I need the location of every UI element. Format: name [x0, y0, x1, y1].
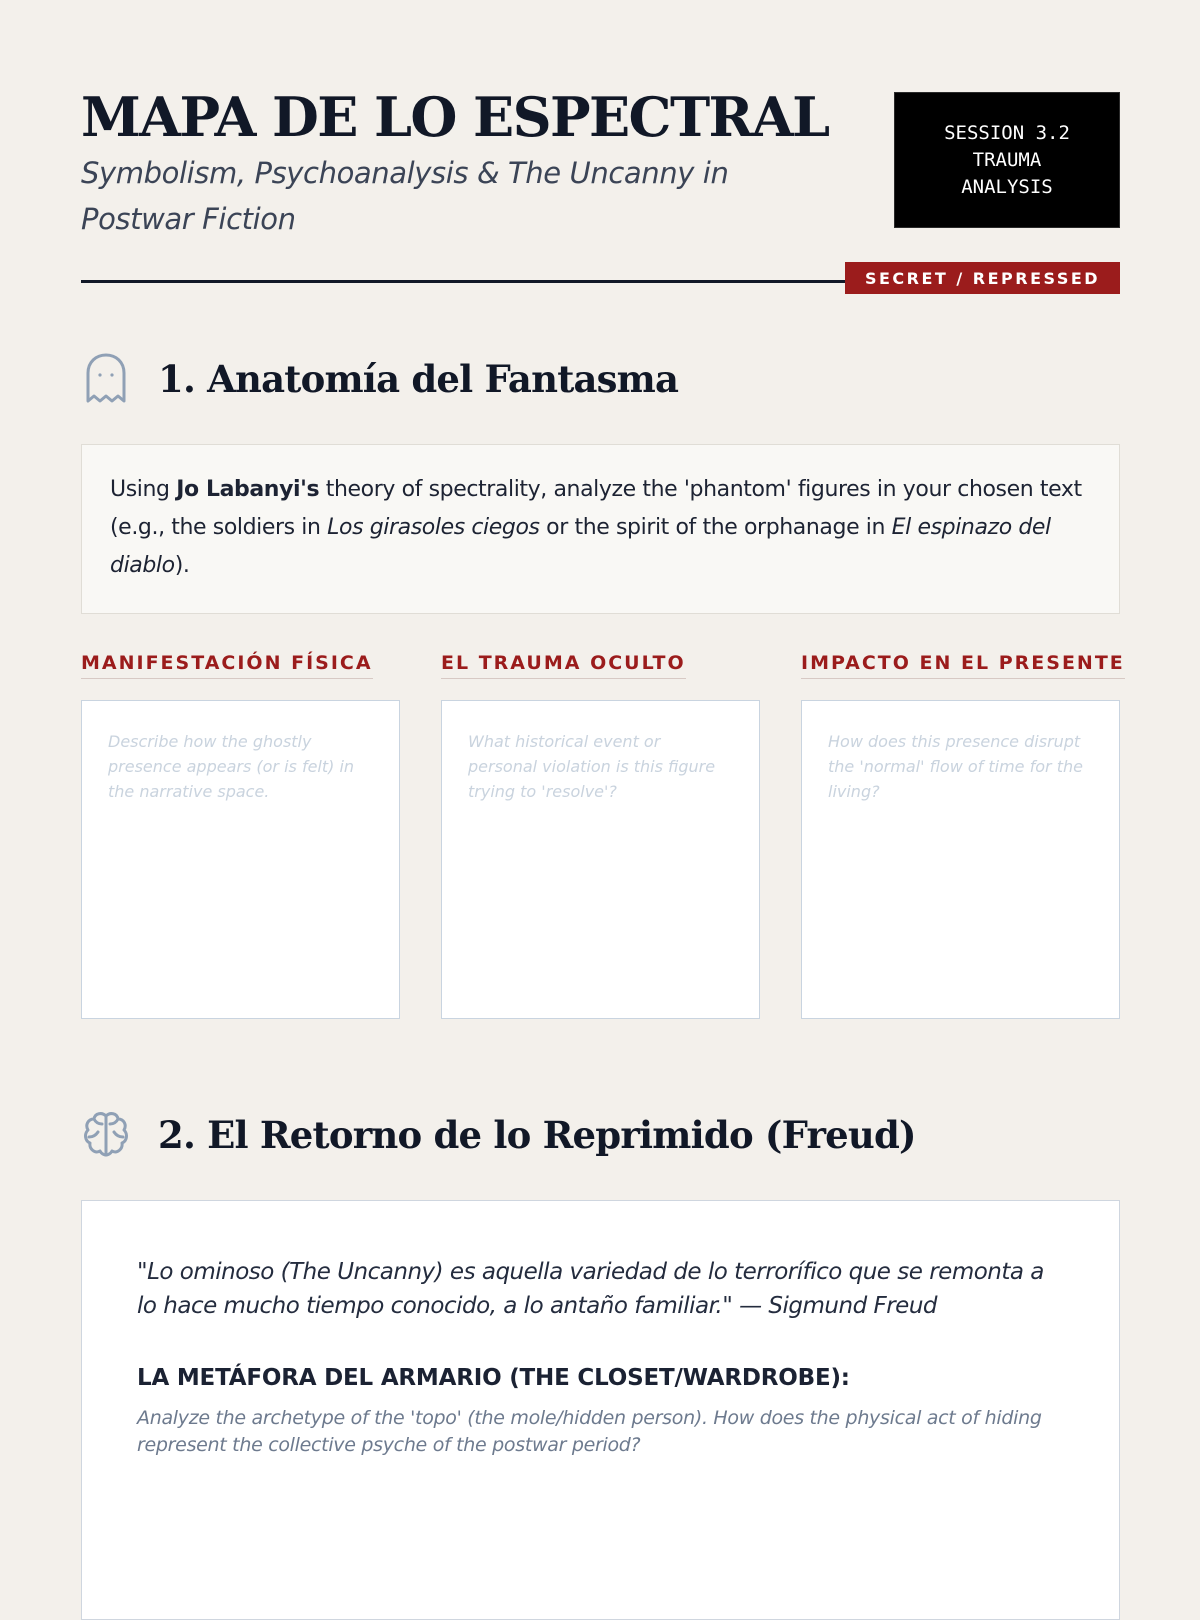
session-line: SESSION 3.2 — [944, 121, 1070, 144]
prompt-text: Using — [110, 477, 177, 502]
column-trauma — [441, 652, 760, 1019]
classification-stamp: SECRET / REPRESSED — [845, 262, 1120, 294]
metaphor-heading: LA METÁFORA DEL ARMARIO (THE CLOSET/WARDROBE): — [137, 1365, 850, 1391]
header-divider — [81, 280, 861, 283]
column-manifestacion — [81, 652, 400, 1019]
column-impacto — [801, 652, 1125, 1019]
section-1-header — [81, 352, 678, 406]
prompt-text: ). — [174, 553, 190, 578]
session-line: ANALYSIS — [961, 175, 1053, 198]
section-2-header — [81, 1108, 916, 1162]
page-title: MAPA DE LO ESPECTRAL — [81, 85, 829, 149]
page-subtitle: Symbolism, Psychoanalysis & The Uncanny in Postwar Fiction — [81, 156, 729, 236]
spectrality-prompt — [81, 444, 1120, 614]
column-label: EL TRAUMA OCULTO — [441, 652, 686, 679]
analysis-columns — [81, 652, 1125, 1019]
ghost-icon — [81, 352, 131, 406]
answer-field[interactable]: How does this presence disrupt the 'normal' flow of time for the living? — [801, 700, 1120, 1019]
prompt-work-title: El espinazo del diablo — [110, 515, 1051, 578]
freud-card — [81, 1200, 1120, 1620]
prompt-work-title: Los girasoles ciegos — [327, 515, 540, 540]
worksheet-page — [81, 0, 1125, 1456]
session-badge — [894, 92, 1120, 228]
answer-field[interactable]: Describe how the ghostly presence appears (or is felt) in the narrative space. — [81, 700, 400, 1019]
prompt-text: theory of spectrality, analyze the 'phantom' figures in your chosen text (e.g., the soldiers in — [110, 477, 1082, 540]
session-line: TRAUMA — [972, 148, 1042, 171]
freud-quote: "Lo ominoso (The Uncanny) es aquella variedad de lo terrorífico que se remonta a lo hace mucho tiempo conocido, a lo antaño familiar." — Sigmund Freud — [137, 1259, 1044, 1319]
section-2-title: 2. El Retorno de lo Reprimido (Freud) — [158, 1113, 916, 1157]
column-label: IMPACTO EN EL PRESENTE — [801, 652, 1125, 679]
column-label: MANIFESTACIÓN FÍSICA — [81, 652, 373, 679]
prompt-author: Jo Labanyi's — [176, 477, 320, 502]
brain-icon — [81, 1108, 131, 1162]
prompt-text: or the spirit of the orphanage in — [539, 515, 892, 540]
metaphor-prompt[interactable]: Analyze the archetype of the 'topo' (the mole/hidden person). How does the physical act of hiding represent the collective psyche of the postwar period? — [137, 1407, 1042, 1456]
answer-field[interactable]: What historical event or personal violation is this figure trying to 'resolve'? — [441, 700, 760, 1019]
header — [81, 0, 1120, 300]
section-1-title: 1. Anatomía del Fantasma — [158, 357, 679, 401]
